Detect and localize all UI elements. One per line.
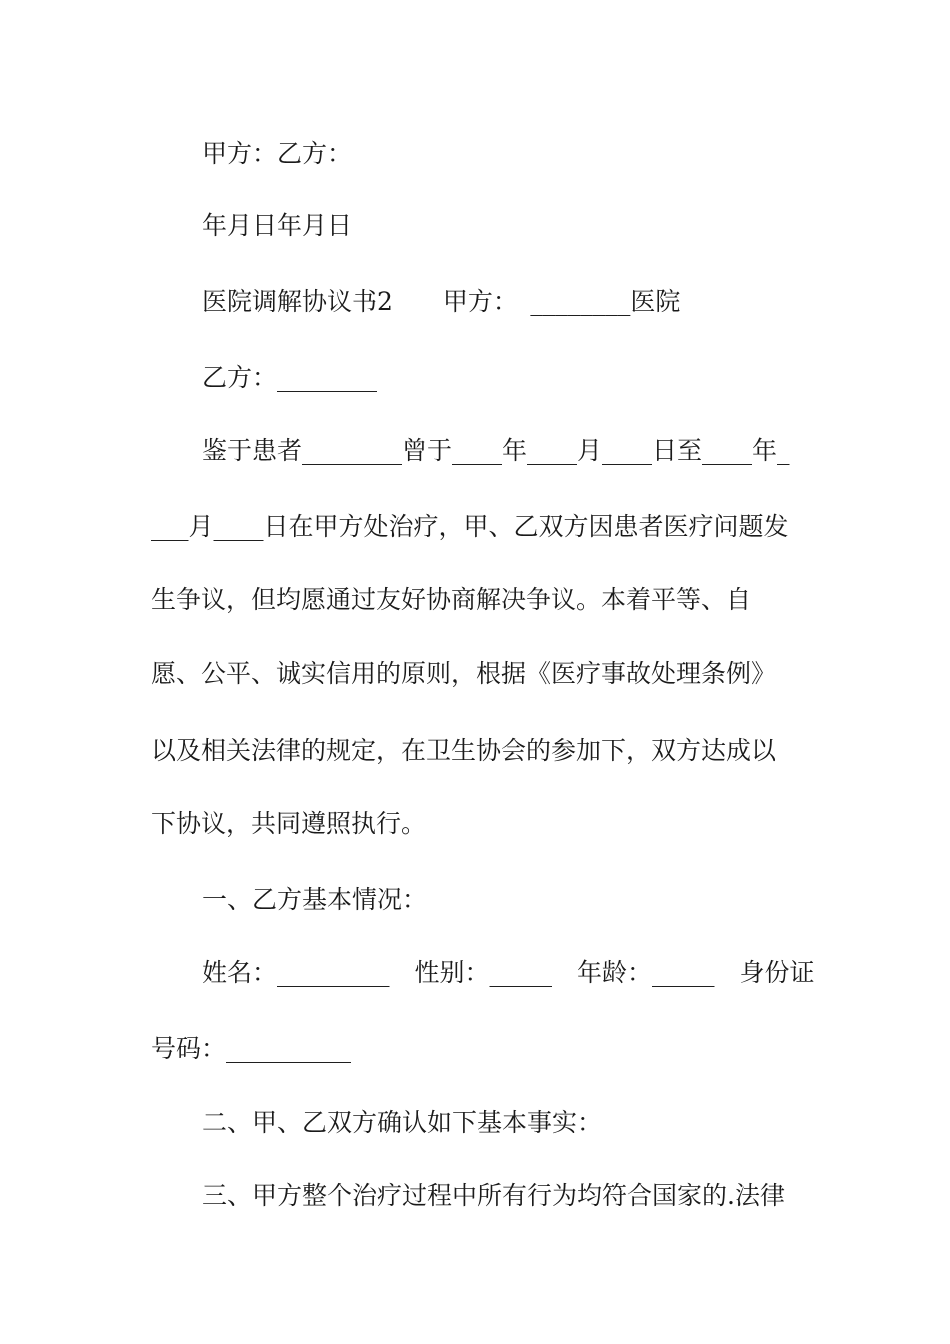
text-line-paragraph-4: 愿、公平、诚实信用的原则，根据《医疗事故处理条例》 [151, 659, 777, 688]
text-line-agreement-title: 医院调解协议书2 甲方： ________医院 [202, 287, 681, 316]
text-line-section-1-heading: 一、乙方基本情况： [202, 885, 428, 914]
text-line-dates: 年月日年月日 [202, 211, 353, 240]
text-line-section-3-heading: 三、甲方整个治疗过程中所有行为均符合国家的.法律 [202, 1181, 785, 1210]
text-line-paragraph-1: 鉴于患者________曾于____年____月____日至____年_ [202, 436, 790, 465]
text-line-paragraph-5: 以及相关法律的规定，在卫生协会的参加下，双方达成以 [151, 736, 777, 765]
text-line-section-2-heading: 二、甲、乙双方确认如下基本事实： [202, 1108, 603, 1137]
text-line-paragraph-3: 生争议，但均愿通过友好协商解决争议。本着平等、自 [151, 585, 752, 614]
text-line-party-b: 乙方：________ [202, 363, 378, 392]
text-line-paragraph-6: 下协议，共同遵照执行。 [151, 809, 427, 838]
text-line-paragraph-2: ___月____日在甲方处治疗，甲、乙双方因患者医疗问题发 [151, 512, 789, 541]
text-line-party-labels: 甲方：乙方： [202, 139, 353, 168]
text-line-basic-info: 姓名：_________ 性别：_____ 年龄：_____ 身份证 [202, 958, 815, 987]
text-line-id-number: 号码：__________ [151, 1034, 352, 1063]
